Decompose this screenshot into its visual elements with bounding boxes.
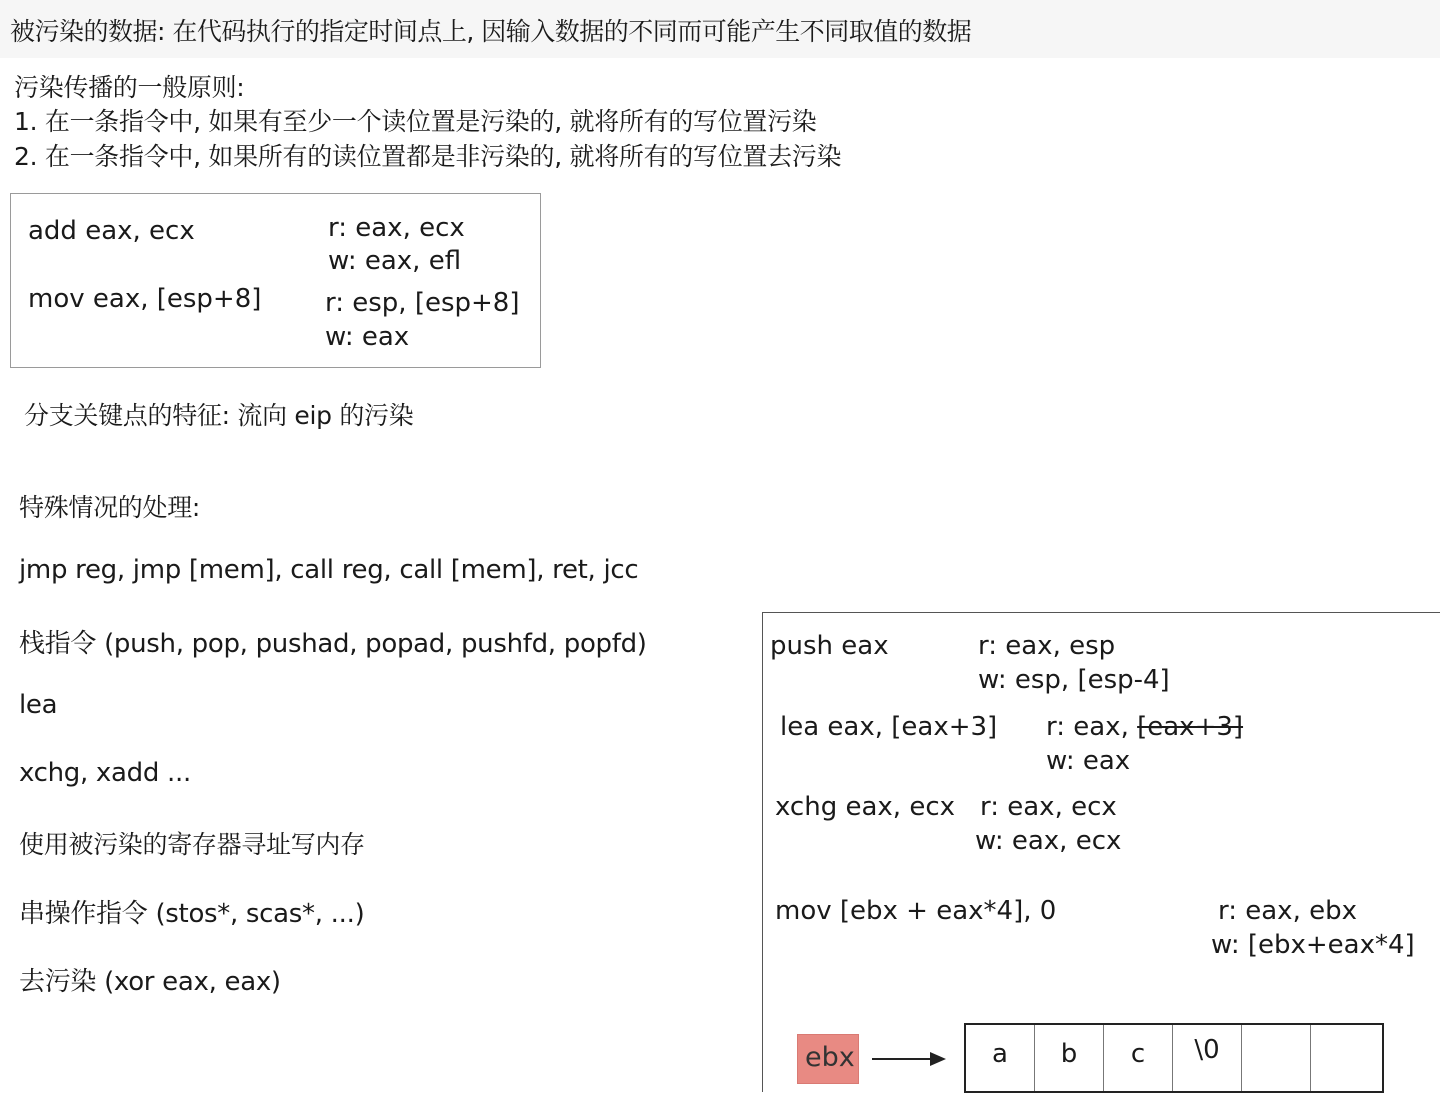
example-write-add: w: eax, efl [328, 246, 462, 276]
special-item-tainted-addr: 使用被污染的寄存器寻址写内存 [19, 830, 365, 859]
special-item-xchg: xchg, xadd ... [19, 758, 191, 788]
xchg-write: w: eax, ecx [975, 826, 1122, 856]
mov-write: w: [ebx+eax*4] [1211, 930, 1415, 960]
page-title: 被污染的数据: 在代码执行的指定时间点上, 因输入数据的不同而可能产生不同取值的数据 [10, 17, 972, 46]
special-item-stack: 栈指令 (push, pop, pushad, popad, pushfd, popfd) [19, 629, 647, 659]
example-read-add: r: eax, ecx [328, 213, 465, 243]
lea-instr: lea eax, [eax+3] [780, 712, 998, 742]
principle-rule-2: 2. 在一条指令中, 如果所有的读位置都是非污染的, 就将所有的写位置去污染 [14, 142, 842, 171]
principles-heading: 污染传播的一般原则: [14, 73, 245, 102]
special-item-jumps: jmp reg, jmp [mem], call reg, call [mem], ret, jcc [19, 555, 639, 585]
mov-instr: mov [ebx + eax*4], 0 [775, 896, 1057, 926]
xchg-instr: xchg eax, ecx [775, 792, 955, 822]
memory-cell: b [1035, 1025, 1104, 1091]
lea-read-regs: r: eax, [1046, 712, 1129, 742]
memory-cell: c [1104, 1025, 1173, 1091]
pointer-arrow-line [872, 1058, 936, 1060]
push-write: w: esp, [esp-4] [978, 665, 1170, 695]
arrow-right-icon [930, 1052, 946, 1066]
special-item-string-ops: 串操作指令 (stos*, scas*, ...) [19, 899, 365, 929]
mov-read: r: eax, ebx [1218, 896, 1357, 926]
push-instr: push eax [770, 631, 889, 661]
lea-write: w: eax [1046, 746, 1131, 776]
branch-feature: 分支关键点的特征: 流向 eip 的污染 [24, 401, 414, 430]
example-instr-add: add eax, ecx [28, 216, 195, 246]
memory-cell: \0 [1173, 1025, 1242, 1091]
special-item-lea: lea [19, 690, 58, 720]
memory-cell [1311, 1025, 1380, 1091]
special-heading: 特殊情况的处理: [19, 493, 201, 522]
lea-read-struck: [eax+3] [1137, 712, 1244, 742]
principle-rule-1: 1. 在一条指令中, 如果有至少一个读位置是污染的, 就将所有的写位置污染 [14, 107, 817, 136]
push-read: r: eax, esp [978, 631, 1116, 661]
example-read-mov: r: esp, [esp+8] [325, 288, 520, 318]
memory-cell: a [966, 1025, 1035, 1091]
special-item-untaint: 去污染 (xor eax, eax) [19, 967, 281, 997]
lea-read [1046, 712, 1243, 742]
register-label: ebx [805, 1042, 855, 1073]
memory-cells [964, 1023, 1384, 1093]
example-write-mov: w: eax [325, 322, 410, 352]
xchg-read: r: eax, ecx [980, 792, 1117, 822]
memory-cell [1242, 1025, 1311, 1091]
example-instr-mov: mov eax, [esp+8] [28, 284, 262, 314]
